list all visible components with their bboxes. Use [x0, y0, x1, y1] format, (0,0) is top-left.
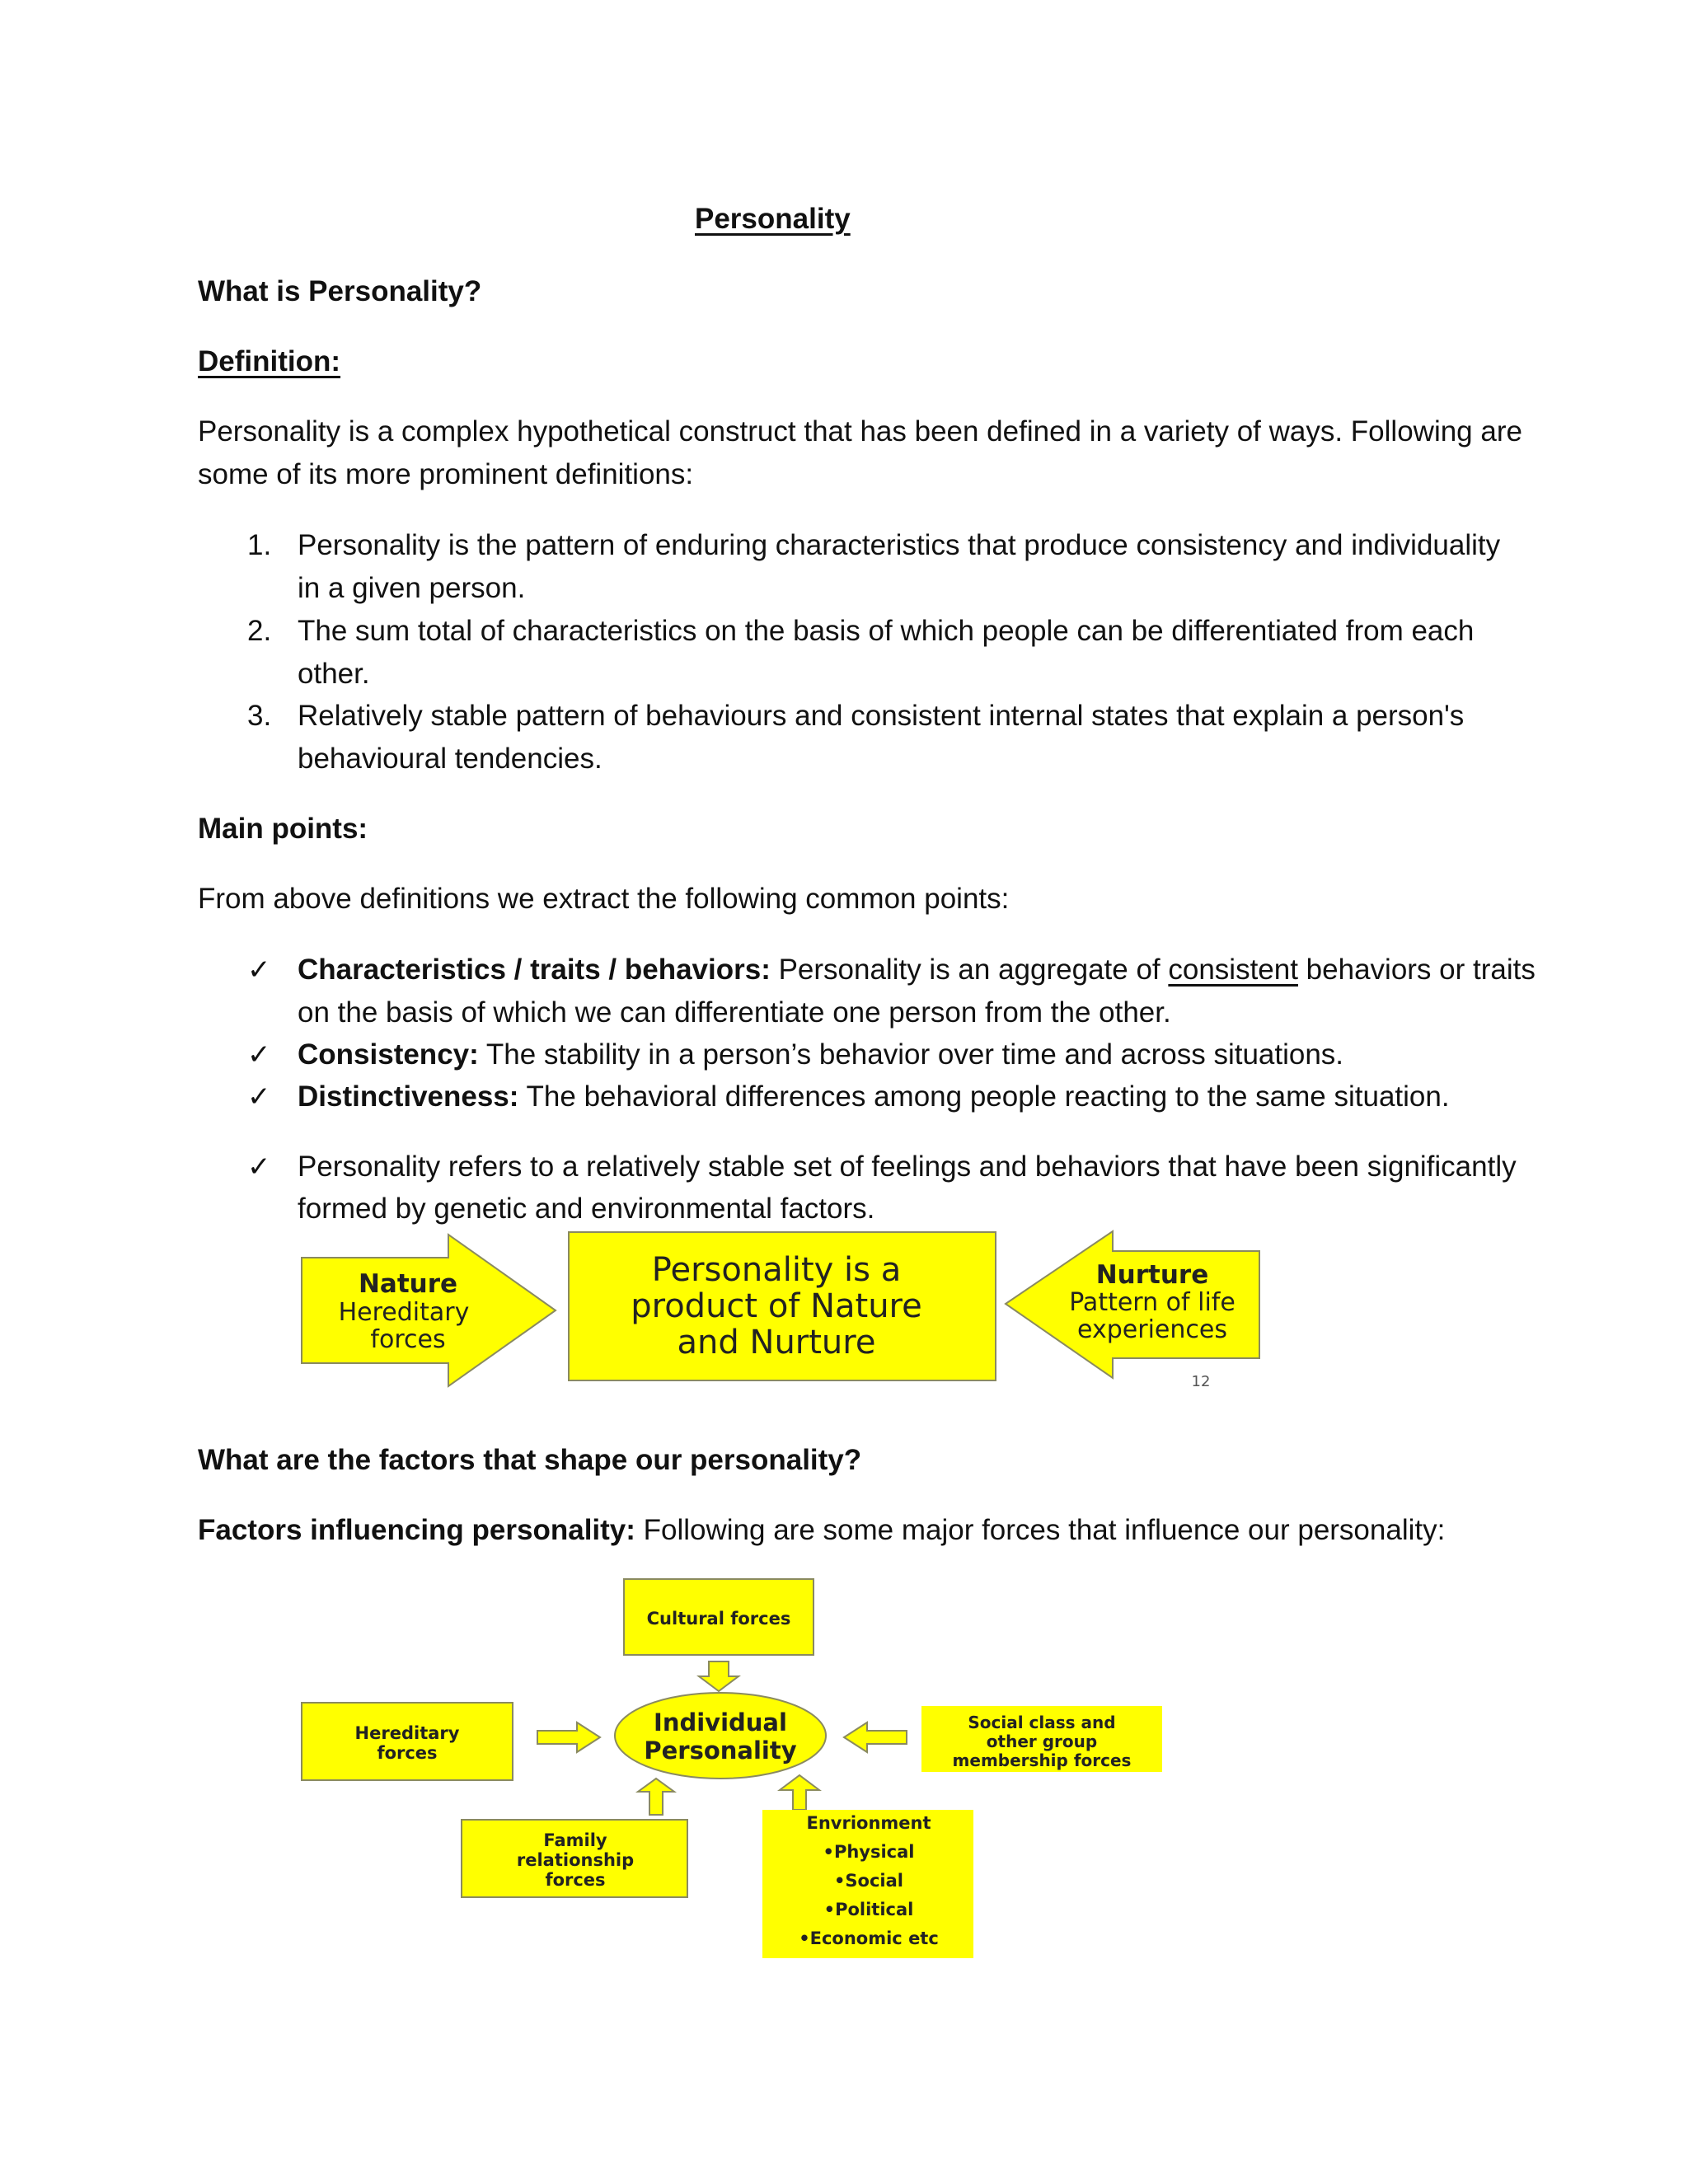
definition-heading: Definition:	[198, 345, 341, 377]
center-line-1: Personality is a	[651, 1251, 902, 1289]
point-2-text: The stability in a person’s behavior over time and across situations.	[478, 1038, 1344, 1071]
nature-line-2: forces	[370, 1325, 446, 1354]
environment-item: •Economic etc	[799, 1929, 939, 1948]
hereditary-line-1: Hereditary	[354, 1723, 460, 1743]
factors-line	[198, 1509, 1445, 1552]
family-line-3: forces	[545, 1870, 606, 1890]
nature-line-1: Hereditary	[338, 1298, 470, 1327]
point-4-line-1: Personality refers to a relatively stable set of feelings and behaviors that have been significantly	[298, 1151, 1517, 1183]
environment-item: •Social	[834, 1871, 903, 1891]
social-line-2: other group	[986, 1732, 1098, 1751]
nurture-title: Nurture	[1095, 1260, 1209, 1290]
point-1-text-a: Personality is an aggregate of	[770, 954, 1169, 986]
point-4-line-2: formed by genetic and environmental factors.	[298, 1193, 875, 1225]
social-line-3: membership forces	[952, 1750, 1132, 1770]
definition-2-line-1: The sum total of characteristics on the basis of which people can be differentiated from each	[298, 615, 1475, 647]
checkmark-icon: ✓	[247, 1081, 271, 1113]
point-1-label: Characteristics / traits / behaviors:	[298, 954, 771, 986]
center-line-2: Personality	[644, 1736, 797, 1765]
nature-title: Nature	[358, 1269, 458, 1299]
main-points-heading: Main points:	[198, 813, 368, 845]
definition-2-line-2: other.	[298, 658, 370, 690]
point-1-line-1	[298, 949, 1536, 991]
social-line-1: Social class and	[968, 1713, 1116, 1732]
definition-3-line-2: behavioural tendencies.	[298, 743, 603, 775]
definition-3-line-1: Relatively stable pattern of behaviours and consistent internal states that explain a person's	[298, 700, 1465, 732]
point-1-text-b: behaviors or traits	[1297, 954, 1536, 986]
point-2	[298, 1033, 1343, 1076]
intro-line-2: some of its more prominent definitions:	[198, 458, 694, 490]
point-3	[298, 1076, 1450, 1118]
left-arrow-icon	[844, 1722, 907, 1752]
page-title: Personality	[695, 203, 851, 235]
factors-text: Following are some major forces that influence our personality:	[635, 1514, 1446, 1546]
question-factors: What are the factors that shape our personality?	[198, 1444, 862, 1476]
point-3-text: The behavioral differences among people reacting to the same situation.	[518, 1080, 1450, 1113]
center-line-3: and Nurture	[677, 1324, 876, 1361]
checkmark-icon: ✓	[247, 1151, 271, 1183]
definition-1-line-2: in a given person.	[298, 572, 526, 604]
checkmark-icon: ✓	[247, 1039, 271, 1071]
center-line-1: Individual	[654, 1708, 787, 1736]
list-number: 1.	[247, 529, 272, 561]
hereditary-line-2: forces	[377, 1743, 438, 1763]
up-arrow-icon	[638, 1779, 674, 1815]
cultural-forces-label: Cultural forces	[646, 1609, 791, 1629]
right-arrow-icon	[537, 1722, 600, 1752]
environment-title: Envrionment	[806, 1813, 931, 1833]
family-line-1: Family	[543, 1830, 607, 1850]
point-2-label: Consistency:	[298, 1038, 479, 1071]
main-points-intro: From above definitions we extract the following common points:	[198, 883, 1010, 915]
factors-label: Factors influencing personality:	[198, 1514, 635, 1546]
point-1-underlined: consistent	[1168, 954, 1298, 986]
nature-nurture-diagram	[297, 1228, 1269, 1401]
down-arrow-icon	[699, 1661, 738, 1691]
family-line-2: relationship	[516, 1850, 635, 1870]
checkmark-icon: ✓	[247, 954, 271, 986]
environment-item: •Political	[823, 1900, 914, 1919]
center-line-2: product of Nature	[631, 1287, 922, 1325]
nurture-line-2: experiences	[1077, 1315, 1227, 1344]
list-number: 3.	[247, 700, 272, 732]
definition-1-line-1: Personality is the pattern of enduring characteristics that produce consistency and individuality	[298, 529, 1501, 561]
intro-line-1: Personality is a complex hypothetical construct that has been defined in a variety of ways. Following are	[198, 415, 1522, 448]
up-arrow-icon	[780, 1775, 819, 1810]
point-3-label: Distinctiveness:	[298, 1080, 519, 1113]
factors-diagram	[297, 1574, 1170, 1970]
slide-number: 12	[1191, 1373, 1211, 1390]
nurture-line-1: Pattern of life	[1069, 1288, 1236, 1317]
list-number: 2.	[247, 615, 272, 647]
question-what-is-personality: What is Personality?	[198, 275, 482, 307]
environment-item: •Physical	[823, 1842, 915, 1862]
point-1-line-2: on the basis of which we can differentiate one person from the other.	[298, 996, 1171, 1029]
